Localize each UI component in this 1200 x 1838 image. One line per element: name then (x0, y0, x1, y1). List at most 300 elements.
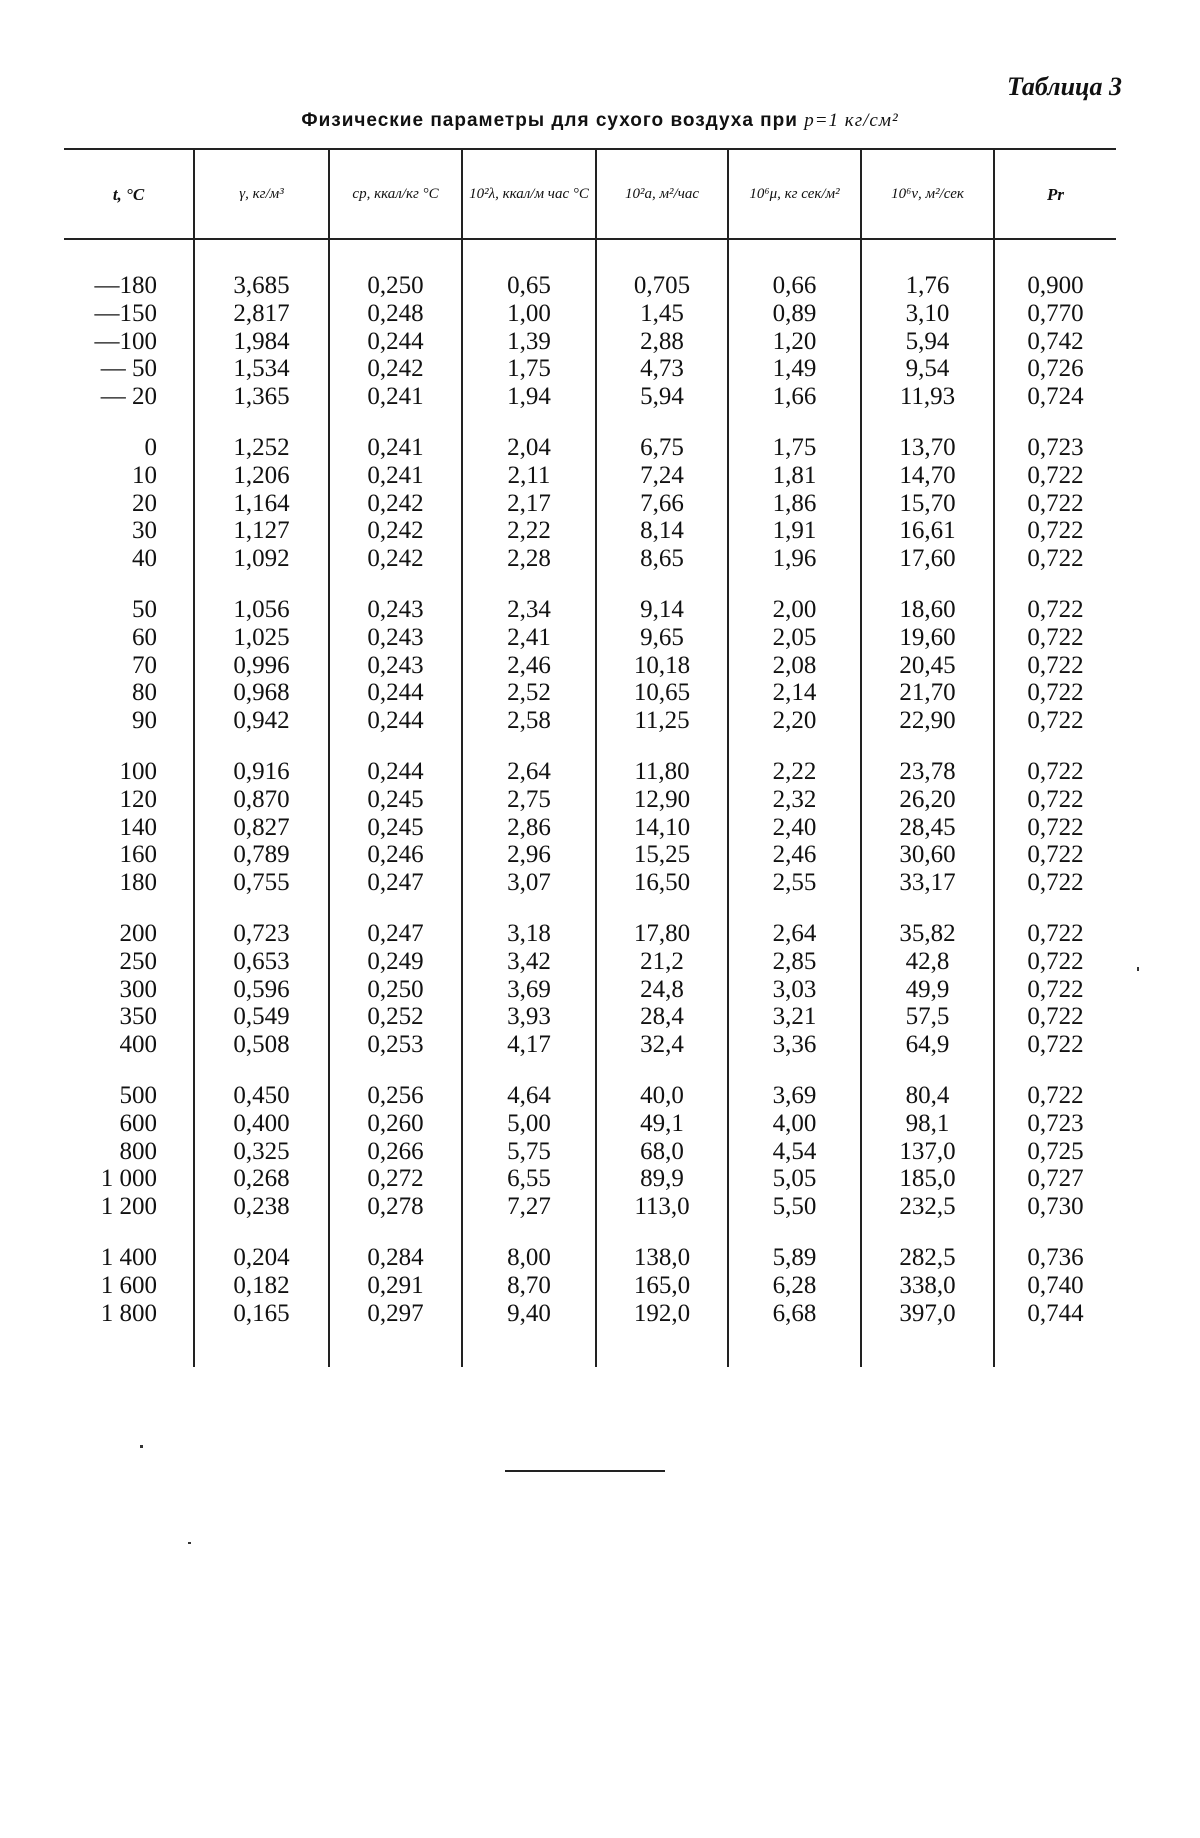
group-gap-row (64, 1221, 1116, 1244)
table-row (64, 1165, 1116, 1193)
cell-heat-capacity: 0,250 (329, 272, 462, 300)
cell-thermal-conductivity: 3,69 (462, 976, 596, 1004)
cell-temperature: 180 (119, 869, 157, 897)
blank-cell (596, 1327, 728, 1367)
cell-density: 1,092 (194, 545, 329, 573)
cell-dynamic-viscosity: 5,05 (728, 1165, 861, 1193)
cell-dynamic-viscosity: 5,89 (728, 1244, 861, 1272)
cell-thermal-diffusivity: 8,14 (596, 517, 728, 545)
blank-cell (329, 1327, 462, 1367)
cell-density: 2,817 (194, 300, 329, 328)
cell-thermal-diffusivity: 40,0 (596, 1082, 728, 1110)
cell-kinematic-viscosity: 23,78 (861, 758, 994, 786)
cell-prandtl: 0,723 (994, 1110, 1116, 1138)
cell-kinematic-viscosity: 20,45 (861, 652, 994, 680)
group-gap-row (64, 411, 1116, 434)
blank-cell (329, 1221, 462, 1244)
cell-dynamic-viscosity: 2,22 (728, 758, 861, 786)
cell-thermal-diffusivity: 0,705 (596, 272, 728, 300)
scan-speck (140, 1445, 143, 1448)
blank-cell (728, 1327, 861, 1367)
blank-cell (728, 411, 861, 434)
cell-temperature: 350 (119, 1003, 157, 1031)
cell-thermal-diffusivity: 24,8 (596, 976, 728, 1004)
blank-cell (861, 897, 994, 920)
cell-thermal-diffusivity: 28,4 (596, 1003, 728, 1031)
cell-thermal-diffusivity: 1,45 (596, 300, 728, 328)
blank-cell (194, 1059, 329, 1082)
cell-thermal-diffusivity: 16,50 (596, 869, 728, 897)
cell-heat-capacity: 0,266 (329, 1138, 462, 1166)
blank-cell (994, 239, 1116, 272)
blank-cell (596, 1059, 728, 1082)
table-row (64, 869, 1116, 897)
cell-kinematic-viscosity: 80,4 (861, 1082, 994, 1110)
cell-density: 0,755 (194, 869, 329, 897)
cell-kinematic-viscosity: 33,17 (861, 869, 994, 897)
cell-thermal-conductivity: 2,34 (462, 596, 596, 624)
col-header-thermal-conductivity: 10²λ, ккал/м час °C (462, 149, 596, 239)
blank-cell (596, 411, 728, 434)
cell-kinematic-viscosity: 28,45 (861, 814, 994, 842)
cell-density: 0,549 (194, 1003, 329, 1031)
table-row (64, 948, 1116, 976)
cell-dynamic-viscosity: 1,91 (728, 517, 861, 545)
cell-kinematic-viscosity: 64,9 (861, 1031, 994, 1059)
table-row (64, 1193, 1116, 1221)
cell-dynamic-viscosity: 4,54 (728, 1138, 861, 1166)
cell-dynamic-viscosity: 1,86 (728, 490, 861, 518)
cell-density: 1,252 (194, 434, 329, 462)
cell-thermal-conductivity: 2,11 (462, 462, 596, 490)
cell-temperature: 0 (144, 433, 157, 461)
cell-thermal-diffusivity: 8,65 (596, 545, 728, 573)
blank-cell (64, 735, 194, 758)
cell-dynamic-viscosity: 2,20 (728, 707, 861, 735)
blank-cell (462, 573, 596, 596)
cell-thermal-conductivity: 4,17 (462, 1031, 596, 1059)
cell-density: 0,789 (194, 841, 329, 869)
blank-cell (596, 573, 728, 596)
table-row (64, 1272, 1116, 1300)
cell-prandtl: 0,722 (994, 679, 1116, 707)
cell-heat-capacity: 0,272 (329, 1165, 462, 1193)
cell-density: 0,596 (194, 976, 329, 1004)
cell-temperature: 70 (132, 651, 157, 679)
blank-cell (728, 1059, 861, 1082)
cell-prandtl: 0,722 (994, 1031, 1116, 1059)
cell-thermal-diffusivity: 192,0 (596, 1300, 728, 1328)
blank-cell (194, 411, 329, 434)
table-row (64, 434, 1116, 462)
cell-thermal-diffusivity: 7,66 (596, 490, 728, 518)
cell-temperature: 1 600 (100, 1271, 157, 1299)
cell-thermal-conductivity: 3,18 (462, 920, 596, 948)
cell-heat-capacity: 0,243 (329, 624, 462, 652)
cell-prandtl: 0,770 (994, 300, 1116, 328)
cell-dynamic-viscosity: 2,46 (728, 841, 861, 869)
cell-thermal-conductivity: 5,75 (462, 1138, 596, 1166)
blank-cell (861, 1221, 994, 1244)
cell-temperature: 140 (119, 813, 157, 841)
cell-prandtl: 0,722 (994, 841, 1116, 869)
scan-speck (188, 1542, 191, 1544)
blank-cell (64, 239, 194, 272)
group-gap-row (64, 573, 1116, 596)
table-caption (0, 110, 1200, 132)
cell-dynamic-viscosity: 1,49 (728, 355, 861, 383)
cell-heat-capacity: 0,246 (329, 841, 462, 869)
cell-heat-capacity: 0,245 (329, 814, 462, 842)
cell-heat-capacity: 0,241 (329, 383, 462, 411)
table-row (64, 300, 1116, 328)
cell-kinematic-viscosity: 18,60 (861, 596, 994, 624)
cell-kinematic-viscosity: 42,8 (861, 948, 994, 976)
cell-kinematic-viscosity: 9,54 (861, 355, 994, 383)
cell-thermal-diffusivity: 49,1 (596, 1110, 728, 1138)
blank-cell (994, 1221, 1116, 1244)
cell-prandtl: 0,722 (994, 517, 1116, 545)
cell-prandtl: 0,727 (994, 1165, 1116, 1193)
cell-thermal-diffusivity: 11,80 (596, 758, 728, 786)
cell-heat-capacity: 0,241 (329, 434, 462, 462)
cell-prandtl: 0,722 (994, 462, 1116, 490)
cell-temperature: 20 (132, 489, 157, 517)
blank-cell (462, 239, 596, 272)
cell-prandtl: 0,722 (994, 624, 1116, 652)
table-body (64, 239, 1116, 1367)
blank-cell (861, 411, 994, 434)
cell-dynamic-viscosity: 4,00 (728, 1110, 861, 1138)
cell-heat-capacity: 0,249 (329, 948, 462, 976)
cell-prandtl: 0,722 (994, 545, 1116, 573)
col-header-density: γ, кг/м³ (194, 149, 329, 239)
cell-kinematic-viscosity: 13,70 (861, 434, 994, 462)
col-header-thermal-diffusivity: 10²a, м²/час (596, 149, 728, 239)
cell-temperature: 120 (119, 785, 157, 813)
cell-temperature: 600 (119, 1109, 157, 1137)
cell-density: 1,025 (194, 624, 329, 652)
cell-density: 1,056 (194, 596, 329, 624)
cell-thermal-conductivity: 2,64 (462, 758, 596, 786)
blank-cell (329, 411, 462, 434)
cell-kinematic-viscosity: 17,60 (861, 545, 994, 573)
cell-prandtl: 0,722 (994, 1003, 1116, 1031)
group-gap-row (64, 1059, 1116, 1082)
cell-dynamic-viscosity: 3,03 (728, 976, 861, 1004)
cell-dynamic-viscosity: 6,28 (728, 1272, 861, 1300)
blank-cell (64, 1221, 194, 1244)
cell-kinematic-viscosity: 3,10 (861, 300, 994, 328)
cell-kinematic-viscosity: 14,70 (861, 462, 994, 490)
table-row (64, 707, 1116, 735)
end-rule (505, 1470, 665, 1472)
cell-thermal-conductivity: 1,94 (462, 383, 596, 411)
cell-kinematic-viscosity: 282,5 (861, 1244, 994, 1272)
cell-kinematic-viscosity: 15,70 (861, 490, 994, 518)
cell-heat-capacity: 0,248 (329, 300, 462, 328)
table-row (64, 272, 1116, 300)
cell-density: 1,206 (194, 462, 329, 490)
blank-cell (861, 239, 994, 272)
blank-cell (462, 411, 596, 434)
blank-cell (596, 239, 728, 272)
cell-kinematic-viscosity: 98,1 (861, 1110, 994, 1138)
cell-dynamic-viscosity: 0,66 (728, 272, 861, 300)
cell-thermal-diffusivity: 5,94 (596, 383, 728, 411)
cell-kinematic-viscosity: 11,93 (861, 383, 994, 411)
cell-kinematic-viscosity: 19,60 (861, 624, 994, 652)
cell-temperature: 1 800 (100, 1299, 157, 1327)
cell-heat-capacity: 0,243 (329, 652, 462, 680)
cell-dynamic-viscosity: 2,32 (728, 786, 861, 814)
cell-prandtl: 0,722 (994, 707, 1116, 735)
blank-cell (329, 897, 462, 920)
blank-cell (64, 1327, 194, 1367)
cell-thermal-conductivity: 2,86 (462, 814, 596, 842)
group-gap-row (64, 735, 1116, 758)
cell-thermal-diffusivity: 11,25 (596, 707, 728, 735)
table-row (64, 383, 1116, 411)
cell-temperature: —150 (94, 299, 157, 327)
cell-density: 0,916 (194, 758, 329, 786)
cell-heat-capacity: 0,242 (329, 545, 462, 573)
header-row (64, 149, 1116, 239)
cell-dynamic-viscosity: 1,75 (728, 434, 861, 462)
cell-kinematic-viscosity: 137,0 (861, 1138, 994, 1166)
blank-cell (728, 239, 861, 272)
cell-dynamic-viscosity: 1,96 (728, 545, 861, 573)
cell-thermal-conductivity: 3,42 (462, 948, 596, 976)
cell-dynamic-viscosity: 2,64 (728, 920, 861, 948)
cell-kinematic-viscosity: 26,20 (861, 786, 994, 814)
cell-temperature: 10 (132, 461, 157, 489)
cell-thermal-conductivity: 9,40 (462, 1300, 596, 1328)
blank-cell (64, 573, 194, 596)
cell-density: 0,870 (194, 786, 329, 814)
blank-cell (861, 1059, 994, 1082)
cell-kinematic-viscosity: 49,9 (861, 976, 994, 1004)
col-header-heat-capacity: cp, ккал/кг °C (329, 149, 462, 239)
cell-thermal-diffusivity: 15,25 (596, 841, 728, 869)
cell-dynamic-viscosity: 6,68 (728, 1300, 861, 1328)
cell-thermal-diffusivity: 138,0 (596, 1244, 728, 1272)
cell-temperature: —100 (94, 327, 157, 355)
blank-cell (861, 1327, 994, 1367)
cell-prandtl: 0,722 (994, 758, 1116, 786)
table-label: Таблица 3 (1006, 72, 1122, 101)
cell-prandtl: 0,730 (994, 1193, 1116, 1221)
blank-cell (329, 1059, 462, 1082)
caption-condition: p=1 кг/см² (804, 110, 899, 131)
table-row (64, 355, 1116, 383)
cell-heat-capacity: 0,250 (329, 976, 462, 1004)
blank-cell (596, 735, 728, 758)
cell-thermal-conductivity: 2,28 (462, 545, 596, 573)
cell-prandtl: 0,742 (994, 328, 1116, 356)
blank-cell (64, 897, 194, 920)
cell-thermal-diffusivity: 14,10 (596, 814, 728, 842)
cell-prandtl: 0,722 (994, 786, 1116, 814)
cell-density: 0,450 (194, 1082, 329, 1110)
cell-prandtl: 0,740 (994, 1272, 1116, 1300)
table-row (64, 596, 1116, 624)
table-row (64, 545, 1116, 573)
cell-density: 0,182 (194, 1272, 329, 1300)
cell-thermal-conductivity: 7,27 (462, 1193, 596, 1221)
cell-heat-capacity: 0,297 (329, 1300, 462, 1328)
cell-temperature: 1 200 (100, 1193, 157, 1221)
cell-thermal-conductivity: 2,04 (462, 434, 596, 462)
cell-temperature: 90 (132, 707, 157, 735)
scan-speck (1137, 967, 1139, 971)
blank-cell (994, 573, 1116, 596)
cell-thermal-conductivity: 0,65 (462, 272, 596, 300)
cell-thermal-diffusivity: 9,14 (596, 596, 728, 624)
cell-dynamic-viscosity: 3,36 (728, 1031, 861, 1059)
cell-kinematic-viscosity: 16,61 (861, 517, 994, 545)
cell-kinematic-viscosity: 232,5 (861, 1193, 994, 1221)
cell-thermal-conductivity: 8,00 (462, 1244, 596, 1272)
cell-kinematic-viscosity: 338,0 (861, 1272, 994, 1300)
bottom-spacer-row (64, 1327, 1116, 1367)
cell-thermal-diffusivity: 21,2 (596, 948, 728, 976)
cell-density: 0,942 (194, 707, 329, 735)
cell-dynamic-viscosity: 1,20 (728, 328, 861, 356)
cell-density: 0,508 (194, 1031, 329, 1059)
cell-heat-capacity: 0,278 (329, 1193, 462, 1221)
table-row (64, 976, 1116, 1004)
cell-temperature: — 20 (100, 383, 157, 411)
cell-dynamic-viscosity: 2,40 (728, 814, 861, 842)
cell-thermal-conductivity: 6,55 (462, 1165, 596, 1193)
table-row (64, 1003, 1116, 1031)
blank-cell (194, 897, 329, 920)
cell-kinematic-viscosity: 397,0 (861, 1300, 994, 1328)
cell-thermal-conductivity: 2,96 (462, 841, 596, 869)
blank-cell (194, 1327, 329, 1367)
cell-thermal-conductivity: 5,00 (462, 1110, 596, 1138)
cell-thermal-conductivity: 2,58 (462, 707, 596, 735)
cell-density: 0,325 (194, 1138, 329, 1166)
cell-density: 1,365 (194, 383, 329, 411)
cell-prandtl: 0,722 (994, 920, 1116, 948)
cell-temperature: 800 (119, 1137, 157, 1165)
blank-cell (462, 1221, 596, 1244)
cell-kinematic-viscosity: 21,70 (861, 679, 994, 707)
cell-dynamic-viscosity: 2,08 (728, 652, 861, 680)
cell-temperature: 80 (132, 679, 157, 707)
cell-heat-capacity: 0,245 (329, 786, 462, 814)
cell-density: 0,996 (194, 652, 329, 680)
cell-dynamic-viscosity: 1,81 (728, 462, 861, 490)
cell-thermal-conductivity: 2,17 (462, 490, 596, 518)
table-row (64, 814, 1116, 842)
cell-heat-capacity: 0,244 (329, 758, 462, 786)
cell-thermal-conductivity: 4,64 (462, 1082, 596, 1110)
blank-cell (861, 573, 994, 596)
cell-thermal-diffusivity: 7,24 (596, 462, 728, 490)
cell-temperature: —180 (94, 272, 157, 299)
cell-density: 1,984 (194, 328, 329, 356)
cell-temperature: 1 000 (100, 1165, 157, 1193)
table-row (64, 1244, 1116, 1272)
blank-cell (194, 1221, 329, 1244)
cell-density: 0,400 (194, 1110, 329, 1138)
cell-kinematic-viscosity: 5,94 (861, 328, 994, 356)
cell-prandtl: 0,736 (994, 1244, 1116, 1272)
cell-heat-capacity: 0,242 (329, 355, 462, 383)
blank-cell (64, 1059, 194, 1082)
cell-kinematic-viscosity: 35,82 (861, 920, 994, 948)
top-spacer-row (64, 239, 1116, 272)
col-header-temperature: t, °C (64, 149, 194, 239)
blank-cell (462, 897, 596, 920)
cell-dynamic-viscosity: 2,14 (728, 679, 861, 707)
cell-prandtl: 0,722 (994, 490, 1116, 518)
cell-heat-capacity: 0,256 (329, 1082, 462, 1110)
cell-heat-capacity: 0,244 (329, 328, 462, 356)
cell-prandtl: 0,722 (994, 814, 1116, 842)
cell-density: 1,534 (194, 355, 329, 383)
table-row (64, 1300, 1116, 1328)
cell-thermal-diffusivity: 9,65 (596, 624, 728, 652)
cell-dynamic-viscosity: 2,55 (728, 869, 861, 897)
blank-cell (994, 897, 1116, 920)
table-row (64, 758, 1116, 786)
blank-cell (329, 573, 462, 596)
blank-cell (994, 411, 1116, 434)
cell-temperature: 250 (119, 947, 157, 975)
blank-cell (462, 735, 596, 758)
cell-thermal-conductivity: 8,70 (462, 1272, 596, 1300)
cell-dynamic-viscosity: 5,50 (728, 1193, 861, 1221)
table-row (64, 517, 1116, 545)
cell-heat-capacity: 0,244 (329, 679, 462, 707)
cell-thermal-conductivity: 1,39 (462, 328, 596, 356)
cell-thermal-diffusivity: 6,75 (596, 434, 728, 462)
cell-temperature: 40 (132, 545, 157, 573)
cell-prandtl: 0,722 (994, 1082, 1116, 1110)
cell-density: 0,968 (194, 679, 329, 707)
cell-kinematic-viscosity: 1,76 (861, 272, 994, 300)
cell-density: 0,723 (194, 920, 329, 948)
blank-cell (728, 735, 861, 758)
cell-thermal-conductivity: 2,75 (462, 786, 596, 814)
cell-dynamic-viscosity: 2,00 (728, 596, 861, 624)
blank-cell (728, 897, 861, 920)
cell-thermal-conductivity: 2,46 (462, 652, 596, 680)
table-row (64, 841, 1116, 869)
cell-density: 0,653 (194, 948, 329, 976)
cell-prandtl: 0,900 (994, 272, 1116, 300)
table-row (64, 786, 1116, 814)
cell-temperature: 300 (119, 975, 157, 1003)
cell-kinematic-viscosity: 30,60 (861, 841, 994, 869)
cell-prandtl: 0,722 (994, 948, 1116, 976)
table-row (64, 652, 1116, 680)
blank-cell (462, 1059, 596, 1082)
cell-temperature: 160 (119, 841, 157, 869)
cell-heat-capacity: 0,284 (329, 1244, 462, 1272)
cell-temperature: 30 (132, 517, 157, 545)
cell-thermal-conductivity: 2,52 (462, 679, 596, 707)
cell-dynamic-viscosity: 1,66 (728, 383, 861, 411)
blank-cell (994, 735, 1116, 758)
blank-cell (728, 573, 861, 596)
col-header-dynamic-viscosity: 10⁶μ, кг сек/м² (728, 149, 861, 239)
cell-heat-capacity: 0,260 (329, 1110, 462, 1138)
